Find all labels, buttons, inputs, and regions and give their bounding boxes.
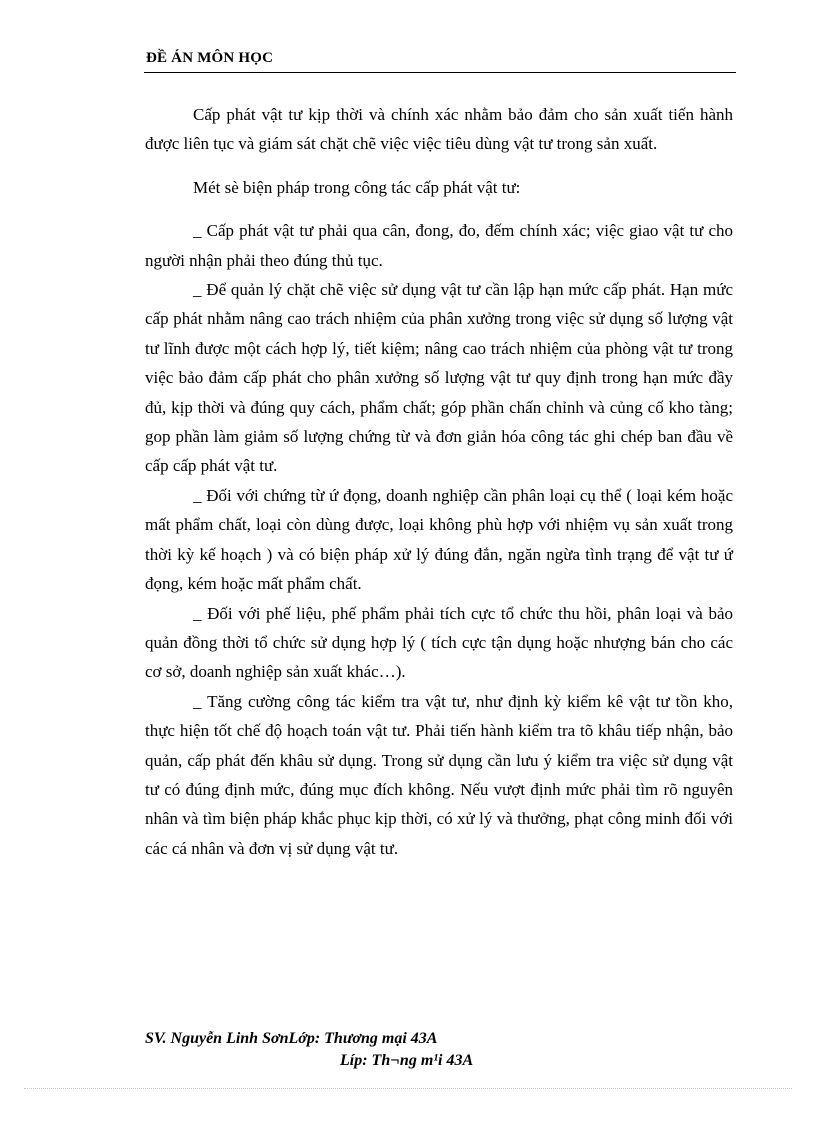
footer-author-line: SV. Nguyễn Linh SơnLớp: Thương mại 43A	[145, 1030, 438, 1047]
paragraph-measures-heading: Mét sè biện pháp trong công tác cấp phát vật tư:	[193, 177, 521, 197]
page-bottom-border	[24, 1088, 792, 1089]
paragraph-measure-4: _ Đối với phế liệu, phế phẩm phải tích cực tổ chức thu hồi, phân loại và bảo quản đồng thời tổ chức sử dụng hợp lý ( tích cực tận dụng hoặc nhượng bán cho các cơ sở, doanh nghiệp sản xuất khác…).	[145, 603, 733, 682]
paragraph-measure-5: _ Tăng cường công tác kiểm tra vật tư, như định kỳ kiểm kê vật tư tồn kho, thực hiện tốt chế độ hoạch toán vật tư. Phải tiến hành kiểm tra tõ khâu tiếp nhận, bảo quản, cấp phát đến khâu sử dụng. Trong sử dụng cần lưu ý kiểm tra việc sử dụng vật tư có đúng định mức, đúng mục đích không. Nếu vượt định mức phải tìm rõ nguyên nhân và tìm biện pháp khắc phục kịp thời, có xử lý và thưởng, phạt công minh đối với các cá nhân và đơn vị sử dụng vật tư.	[145, 691, 733, 858]
paragraph-measure-1: _ Cấp phát vật tư phải qua cân, đong, đo, đếm chính xác; việc giao vật tư cho người nhận phải theo đúng thủ tục.	[145, 221, 733, 270]
header-divider	[144, 72, 736, 73]
paragraph-intro: Cấp phát vật tư kịp thời và chính xác nhằm bảo đảm cho sản xuất tiến hành được liên tục và giám sát chặt chẽ việc việc tiêu dùng vật tư trong sản xuất.	[145, 105, 733, 154]
page-header-title: ĐỀ ÁN MÔN HỌC	[146, 50, 274, 66]
footer-class-line: Líp: Th¬ng m¹i 43A	[340, 1052, 474, 1069]
paragraph-measure-3: _ Đối với chứng từ ứ đọng, doanh nghiệp cần phân loại cụ thể ( loại kém hoặc mất phẩm chất, loại còn dùng được, loại không phù hợp với nhiệm vụ sản xuất trong thời kỳ kế hoạch ) và có biện pháp xử lý đúng đắn, ngăn ngừa tình trạng để vật tư ứ đọng, kém hoặc mất phẩm chất.	[145, 485, 733, 594]
document-body	[145, 100, 733, 863]
paragraph-measure-2: _ Để quản lý chặt chẽ việc sử dụng vật tư cần lập hạn mức cấp phát. Hạn mức cấp phát nhằm nâng cao trách nhiệm của phân xưởng trong việc sử dụng số lượng vật tư lĩnh được một cách hợp lý, tiết kiệm; nâng cao trách nhiệm của phòng vật tư trong việc bảo đảm cấp phát cho phân xưởng số lượng vật tư quy định trong hạn mức đầy đủ, kịp thời và đúng quy cách, phẩm chất; góp phần chấn chỉnh và củng cố kho tàng; gop phần làm giảm số lượng chứng từ và đơn giản hóa công tác ghi chép ban đầu về cấp cấp phát vật tư.	[145, 280, 733, 476]
